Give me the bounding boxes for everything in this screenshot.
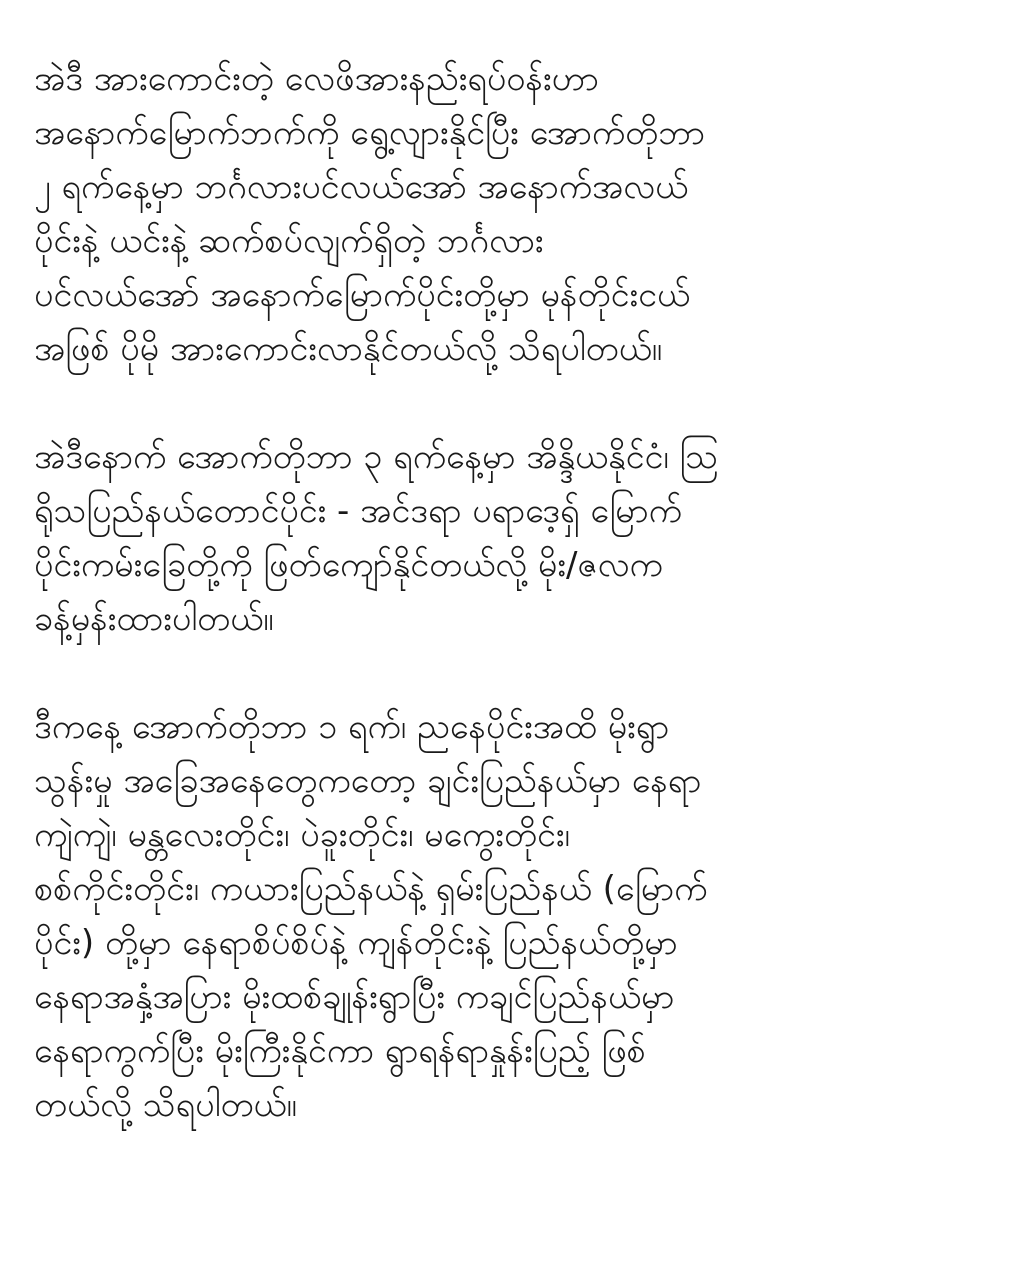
- paragraph-1: [34, 52, 984, 376]
- text-line: ဒီကနေ့ အောက်တိုဘာ ၁ ရက်၊ ညနေပိုင်းအထိ မိုးရွာ: [34, 707, 670, 747]
- text-line: ရိုသပြည်နယ်တောင်ပိုင်း - အင်ဒရာ ပရာဒေ့ရှ် မြောက်: [34, 491, 682, 531]
- text-line: ၂ ရက်နေ့မှာ ဘင်္ဂလားပင်လယ်အော် အနောက်အလယ်: [34, 167, 689, 207]
- text-line: ပင်လယ်အော် အနောက်မြောက်ပိုင်းတို့မှာ မုန်တိုင်းငယ်: [34, 275, 690, 315]
- text-line: ကျဲကျဲ၊ မန္တလေးတိုင်း၊ ပဲခူးတိုင်း၊ မကွေးတိုင်း၊: [34, 815, 570, 855]
- text-line: ခန့်မှန်းထားပါတယ်။: [34, 599, 274, 639]
- news-text-body: [34, 52, 984, 1186]
- text-line: စစ်ကိုင်းတိုင်း၊ ကယားပြည်နယ်နဲ့ ရှမ်းပြည်နယ် (မြောက်: [34, 869, 708, 909]
- text-line: ပိုင်းကမ်းခြေတို့ကို ဖြတ်ကျော်နိုင်တယ်လို့ မိုး/ဇလက: [34, 545, 663, 585]
- paragraph-3: [34, 700, 984, 1132]
- text-line: အဖြစ် ပိုမို အားကောင်းလာနိုင်တယ်လို့ သိရပါတယ်။: [34, 329, 663, 369]
- paragraph-2: [34, 430, 984, 646]
- text-line: ပိုင်းနဲ့ ယင်းနဲ့ ဆက်စပ်လျက်ရှိတဲ့ ဘင်္ဂလား: [34, 221, 544, 261]
- text-line: အဲဒီ အားကောင်းတဲ့ လေဖိအားနည်းရပ်ဝန်းဟာ: [34, 59, 599, 99]
- text-line: ပိုင်း) တို့မှာ နေရာစိပ်စိပ်နဲ့ ကျန်တိုင်းနဲ့ ပြည်နယ်တို့မှာ: [34, 923, 678, 963]
- text-line: တယ်လို့ သိရပါတယ်။: [34, 1085, 297, 1125]
- text-line: သွန်းမှု အခြေအနေတွေကတော့ ချင်းပြည်နယ်မှာ နေရာ: [34, 761, 702, 801]
- text-line: နေရာကွက်ပြီး မိုးကြီးနိုင်ကာ ရွာရန်ရာနှုန်းပြည့် ဖြစ်: [34, 1031, 646, 1071]
- text-line: အဲဒီနောက် အောက်တိုဘာ ၃ ရက်နေ့မှာ အိန္ဒိယနိုင်ငံ၊ သြ: [34, 437, 719, 477]
- text-line: နေရာအနှံ့အပြား မိုးထစ်ချုန်းရွာပြီး ကချင်ပြည်နယ်မှာ: [34, 977, 675, 1017]
- text-line: အနောက်မြောက်ဘက်ကို ရွေ့လျားနိုင်ပြီး အောက်တိုဘာ: [34, 113, 706, 153]
